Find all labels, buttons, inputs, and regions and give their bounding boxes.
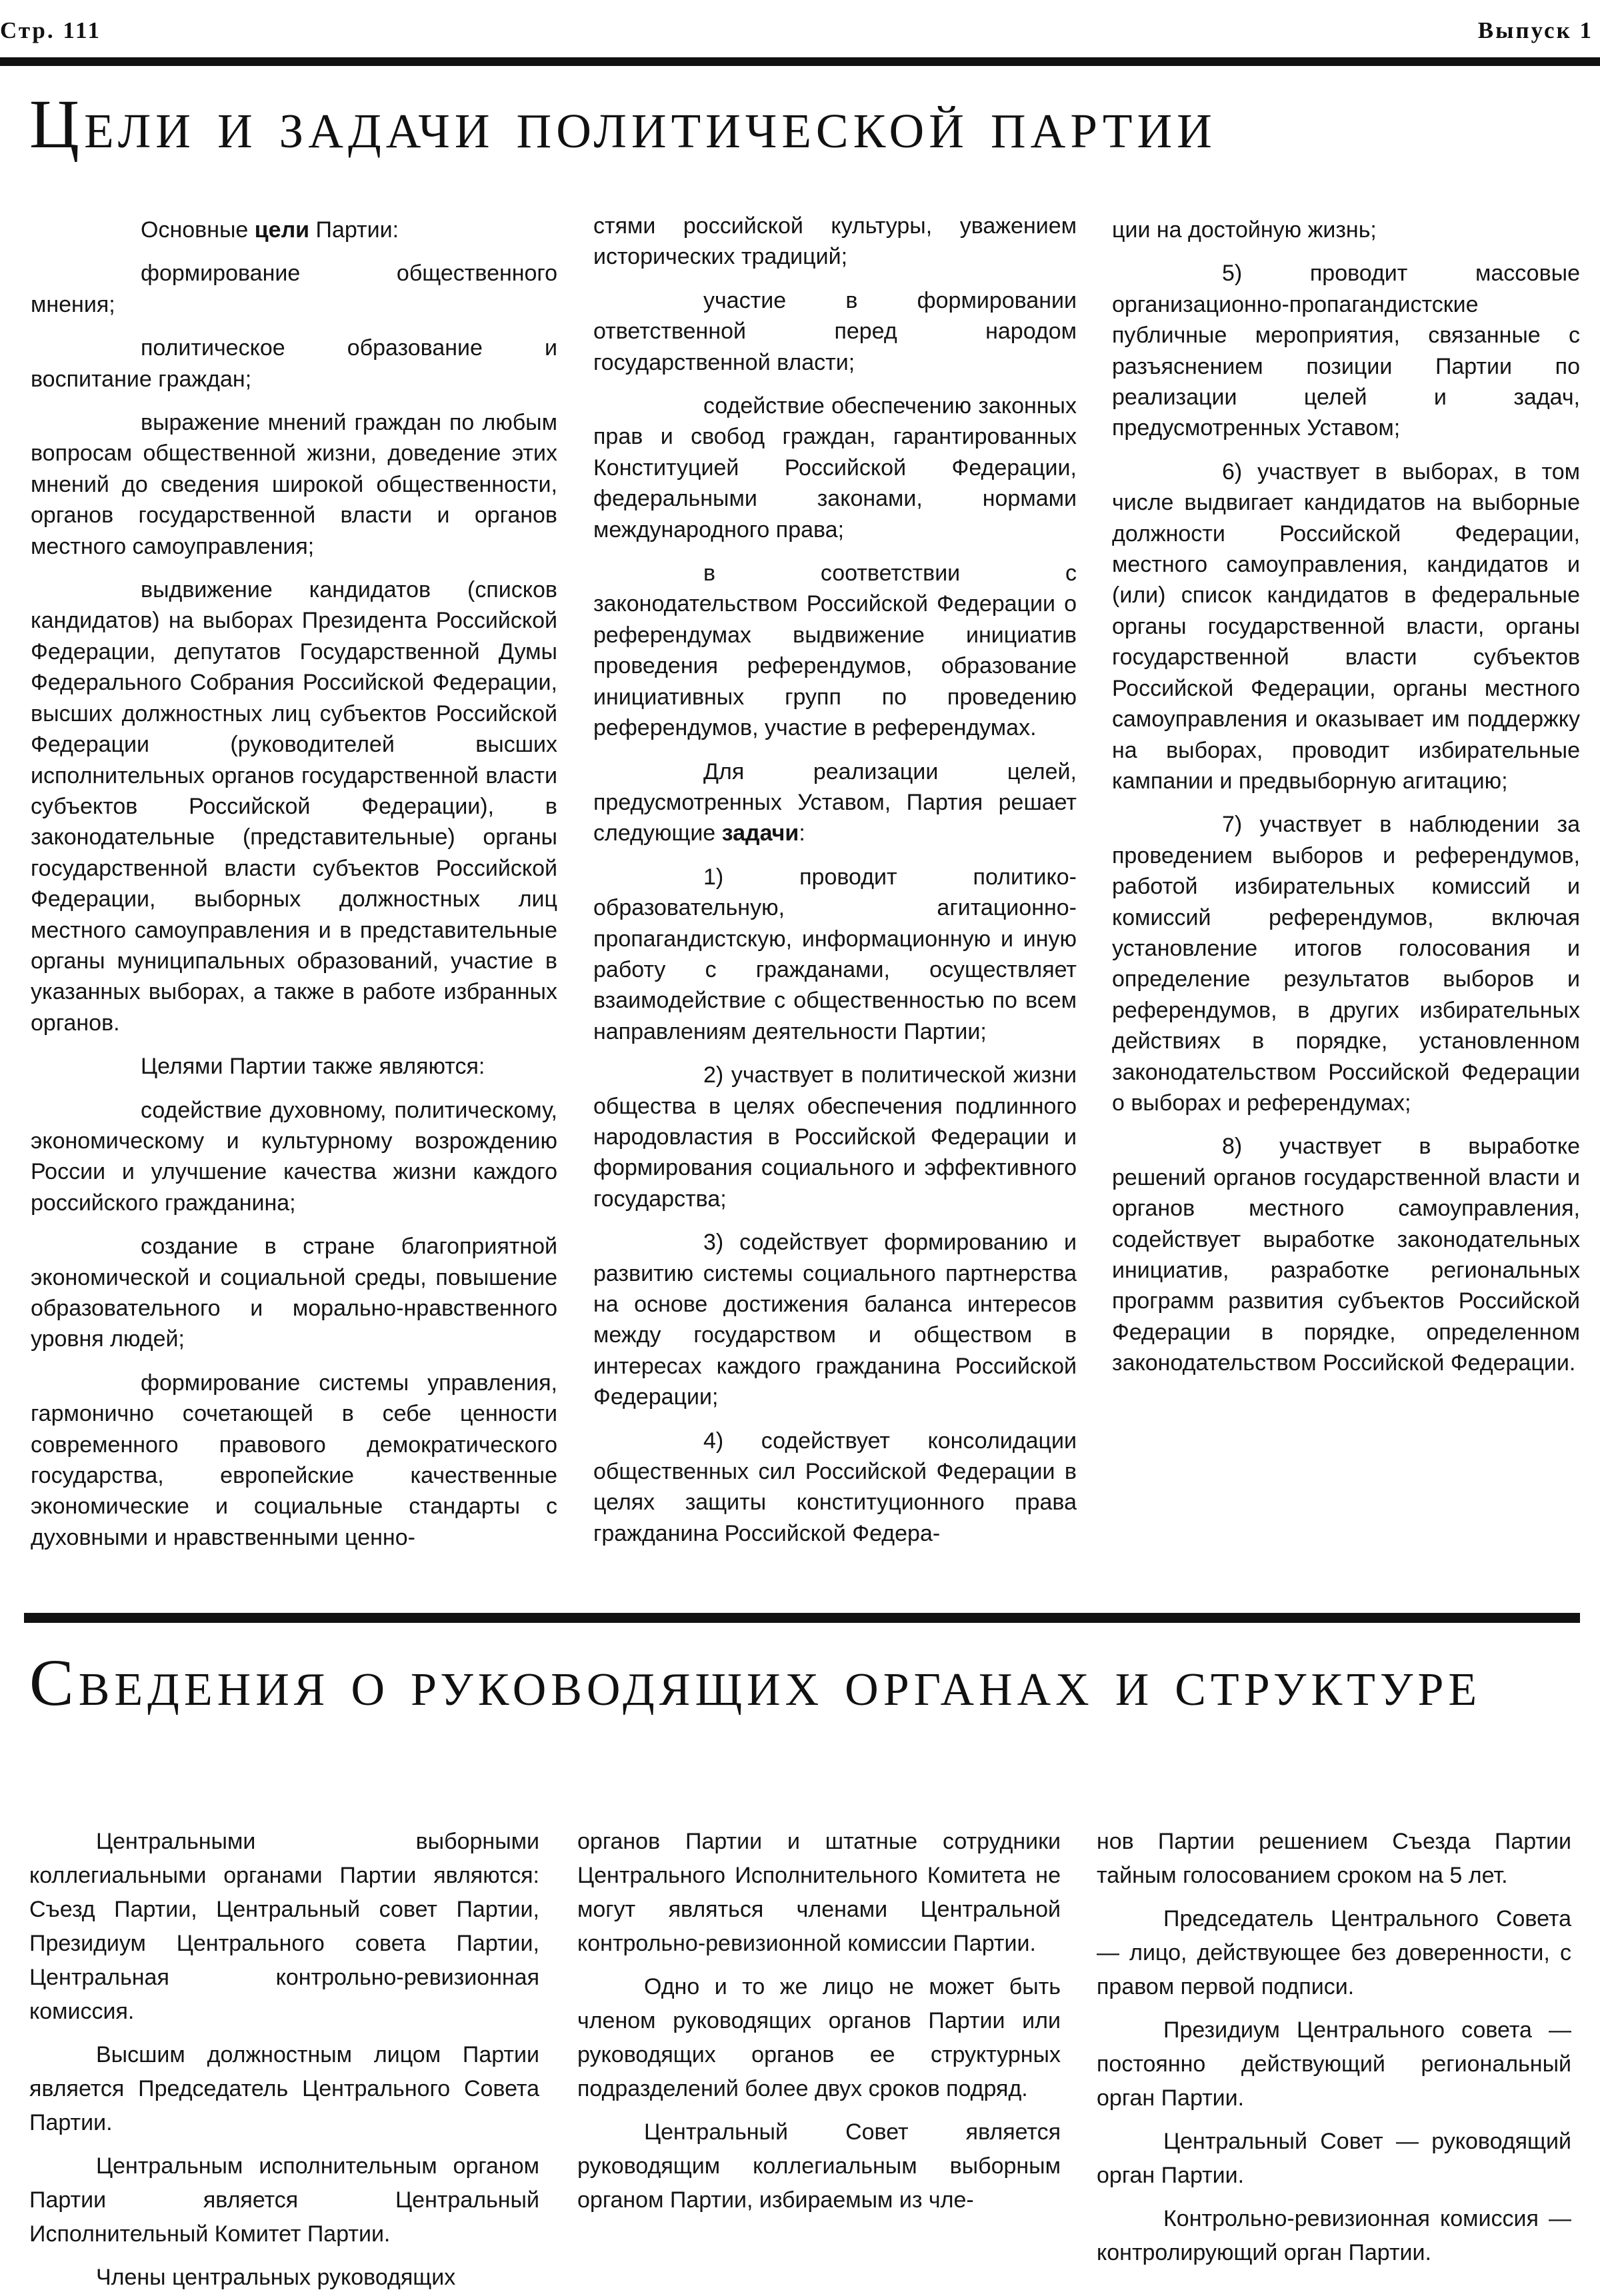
paragraph: Центральным исполнительным органом Партии является Центральный Исполнительный Комитет Партии. (29, 2153, 539, 2247)
paragraph: 7) участвует в наблюдении за проведением выборов и референдумов, работой избирательных комиссий и комиссий референдумов, включая установление итогов голосования и определение результатов выборов и референдумов, в других избирательных действиях в порядке, установленном законодательством Российской Федерации о выборах и референдумах; (1112, 812, 1580, 1116)
paragraph: участие в формировании ответственной перед народом государственной власти; (593, 287, 1077, 375)
paragraph: Целями Партии также являются: (141, 1054, 485, 1080)
paragraph: Высшим должностным лицом Партии является Председатель Центрального Совета Партии. (29, 2042, 539, 2135)
paragraph: Председатель Центрального Совета — лицо, действующее без доверенности, с правом первой подписи. (1097, 1906, 1571, 1999)
paragraph: 6) участвует в выборах, в том числе выдвигает кандидатов на выборные должности Российской Федерации, местного самоуправления, кандидатов и (или) список кандидатов в федеральные органы государственной власти, органы государственной власти субъектов Российской Федерации, органы местного самоуправления и оказывает им поддержку на выборах, проводит избирательные кампании и предвыборную агитацию; (1112, 459, 1580, 794)
section-divider-rule (24, 1613, 1580, 1623)
section1-column-2 (593, 211, 1077, 1549)
section1-column-3 (1112, 215, 1580, 1379)
paragraph: политическое образование и воспитание граждан; (31, 335, 557, 392)
paragraph: Президиум Центрального совета — постоянно действующий региональный орган Партии. (1097, 2017, 1571, 2111)
paragraph: Основные цели Партии: (141, 217, 399, 243)
section2-column-3 (1097, 1825, 1571, 2270)
paragraph: содействие обеспечению законных прав и свобод граждан, гарантированных Конституцией Российской Федерации, федеральными законами, нормами международного права; (593, 393, 1077, 543)
emphasis: цели (254, 217, 310, 243)
paragraph: Для реализации целей, предусмотренных Уставом, Партия решает следующие задачи: (593, 758, 1077, 846)
paragraph: ции на достойную жизнь; (1112, 217, 1377, 243)
paragraph: Центральными выборными коллегиальными органами Партии являются: Съезд Партии, Центральный совет Партии, Президиум Центрального совета Партии, Центральная контрольно-ревизионная комиссия. (29, 1829, 539, 2024)
paragraph: 4) содействует консолидации общественных сил Российской Федерации в целях защиты конституционного права гражданина Российской Федера- (593, 1428, 1077, 1546)
paragraph: формирование системы управления, гармонично сочетающей в себе ценности современного правового демократического государства, европейские качественные экономические и социальные стандарты с духовными и нравственными ценно- (31, 1370, 557, 1550)
paragraph: 5) проводит массовые организационно-пропагандистские публичные мероприятия, связанные с разъяснением позиции Партии по реализации целей и задач, предусмотренных Уставом; (1112, 261, 1580, 441)
section1-title: Цели и задачи политической партии (29, 86, 1217, 163)
section2-title: Сведения о руководящих органах и структуре (29, 1646, 1482, 1720)
paragraph: выражение мнений граждан по любым вопросам общественной жизни, доведение этих мнений до сведения широкой общественности, органов государственной власти и органов местного самоуправления; (31, 410, 557, 559)
paragraph: органов Партии и штатные сотрудники Центрального Исполнительного Комитета не могут являться членами Центральной контрольно-ревизионной комиссии Партии. (577, 1829, 1061, 1956)
paragraph: стями российской культуры, уважением исторических традиций; (593, 213, 1077, 270)
paragraph: Центральный Совет является руководящим коллегиальным выборным органом Партии, избираемым из чле- (577, 2119, 1061, 2213)
header-rule (0, 57, 1600, 66)
section2-column-2 (577, 1825, 1061, 2217)
paragraph: выдвижение кандидатов (списков кандидатов) на выборах Президента Российской Федерации, депутатов Государственной Думы Федерального Собрания Российской Федерации, высших должностных лиц субъектов Российской Федерации (руководителей высших исполнительных органов государственной власти субъектов Российской Федерации), в законодательные (представительные) органы государственной власти субъектов Российской Федерации, выборных должностных лиц местного самоуправления и в представительные органы муниципальных образований, участие в указанных выборах, а также в работе избранных органов. (31, 577, 557, 1036)
paragraph: 2) участвует в политической жизни общества в целях обеспечения подлинного народовластия в Российской Федерации и формирования социального и эффективного государства; (593, 1062, 1077, 1212)
emphasis: задачи (721, 820, 799, 846)
paragraph: 1) проводит политико-образовательную, агитационно-пропагандистскую, информационную и иную работу с гражданами, осуществляет взаимодействие с общественностью по всем направлениям деятельности Партии; (593, 864, 1077, 1044)
paragraph: Контрольно-ревизионная комиссия — контролирующий орган Партии. (1097, 2206, 1571, 2265)
paragraph: создание в стране благоприятной экономической и социальной среды, повышение образовательного и морально-нравственного уровня людей; (31, 1234, 557, 1352)
paragraph: 3) содействует формированию и развитию системы социального партнерства на основе достижения баланса интересов между государством и обществом в интересах каждого гражданина Российской Федерации; (593, 1230, 1077, 1410)
section1-column-1 (31, 215, 557, 1553)
page-number: Стр. 111 (0, 17, 102, 43)
issue-number: Выпуск 1 (1477, 17, 1593, 43)
paragraph: содействие духовному, политическому, экономическому и культурному возрождению России и улучшение качества жизни каждого российского гражданина; (31, 1097, 557, 1216)
paragraph: Центральный Совет — руководящий орган Партии. (1097, 2129, 1571, 2188)
paragraph: Одно и то же лицо не может быть членом руководящих органов Партии или руководящих органов ее структурных подразделений более двух сроков подряд. (577, 1974, 1061, 2101)
paragraph: 8) участвует в выработке решений органов государственной власти и органов местного самоуправления, содействует выработке законодательных инициатив, разработке региональных программ развития субъектов Российской Федерации в порядке, определенном законодательством Российской Федерации. (1112, 1134, 1580, 1376)
paragraph: формирование общественного мнения; (31, 261, 557, 317)
paragraph: Члены центральных руководящих (96, 2265, 456, 2290)
section2-column-1 (29, 1825, 539, 2295)
paragraph: нов Партии решением Съезда Партии тайным голосованием сроком на 5 лет. (1097, 1829, 1571, 1888)
paragraph: в соответствии с законодательством Российской Федерации о референдумах выдвижение инициатив проведения референдумов, образование инициативных групп по проведению референдумов, участие в референдумах. (593, 561, 1077, 741)
